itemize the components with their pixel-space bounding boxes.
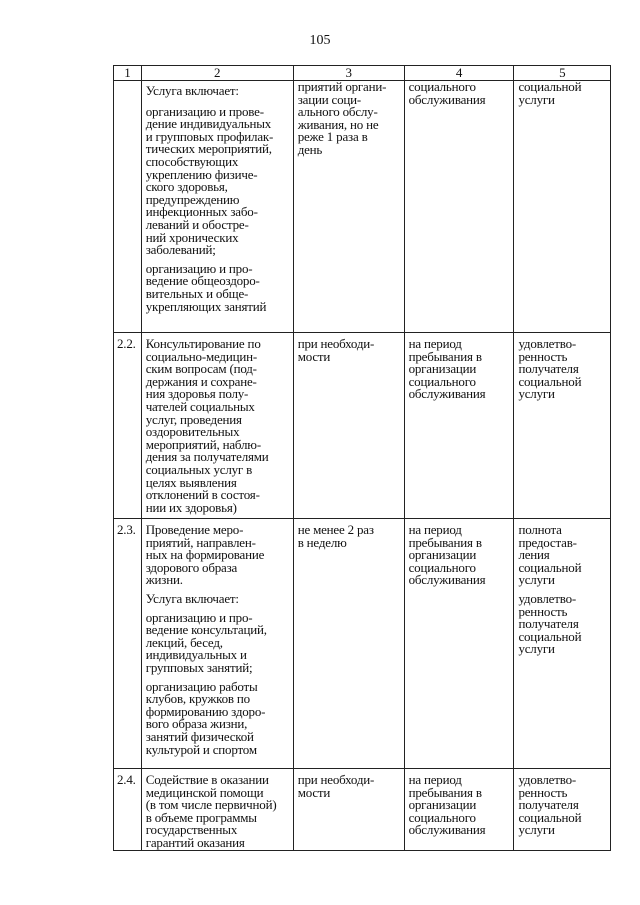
service-description-line: укрепляющих занятий (145, 298, 267, 314)
quality-criteria-paragraph (518, 774, 608, 837)
quality-criteria-line: услуги (518, 572, 555, 588)
quality-criteria-line: ренность (518, 784, 568, 800)
quality-criteria-cell (514, 769, 611, 851)
service-description-line: медицинской помощи (145, 784, 264, 800)
service-description-line: леваний и обостре- (145, 216, 249, 232)
table-row (114, 769, 611, 851)
service-description-cell (141, 81, 293, 333)
service-term-line: обслуживания (408, 822, 486, 838)
service-description-paragraph (146, 85, 291, 98)
service-description-line: вого образа жизни, (145, 716, 248, 732)
service-description-line: социальных услуг в (145, 461, 253, 477)
service-description-line: организацию работы (145, 678, 258, 694)
quality-criteria-paragraph (518, 81, 608, 106)
service-term-line: на период (408, 522, 462, 537)
service-description-line: ведение общеоздоро- (145, 273, 260, 289)
service-description-paragraph (146, 524, 291, 587)
service-term-line: организации (408, 797, 477, 813)
service-term-line: на период (408, 772, 462, 787)
service-period-line: реже 1 раза в (297, 129, 368, 145)
service-description-line: государственных (145, 822, 238, 838)
quality-criteria-line: ренность (518, 348, 568, 364)
quality-criteria-line: предостав- (518, 534, 577, 550)
service-description-line: индивидуальных и (145, 647, 247, 663)
service-description-line: здорового образа (145, 559, 238, 575)
service-period-line: ального обслу- (297, 104, 378, 120)
service-description-line: лекций, бесед, (145, 634, 223, 650)
quality-criteria-paragraph (518, 338, 608, 401)
service-description-line: ведение консультаций, (145, 622, 267, 638)
quality-criteria-line: получателя (518, 616, 579, 632)
service-description-line: укреплению физиче- (145, 166, 258, 182)
service-description-line: Услуга включает: (145, 590, 239, 606)
quality-criteria-cell (514, 81, 611, 333)
service-description-line: ния здоровья полу- (145, 386, 249, 402)
service-description-line: отклонений в состоя- (145, 487, 260, 503)
service-description-line: нии их здоровья) (145, 499, 237, 515)
header-cell-5: 5 (514, 66, 611, 81)
service-period-line: мости (297, 348, 331, 364)
quality-criteria-line: социальной (518, 809, 582, 825)
service-period-cell (293, 519, 404, 769)
service-term-line: пребывания в (408, 534, 482, 550)
quality-criteria-line: ренность (518, 603, 568, 619)
service-description-cell (141, 519, 293, 769)
table-row (114, 519, 611, 769)
service-description-cell (141, 769, 293, 851)
service-period-line: при необходи- (297, 772, 375, 787)
row-number-cell: 2.4. (114, 769, 142, 851)
service-description-paragraph (145, 260, 291, 314)
service-period-line: зации соци- (297, 91, 362, 107)
quality-criteria-line: социальной (518, 628, 582, 644)
quality-criteria-line: социальной (518, 559, 582, 575)
service-period-cell (293, 81, 404, 333)
service-description-line: социально-медицин- (145, 348, 257, 364)
quality-criteria-line: получателя (518, 797, 579, 813)
service-description-line: Услуга включает: (145, 83, 239, 98)
service-term-line: обслуживания (408, 91, 486, 107)
service-term-cell (404, 769, 514, 851)
service-description-line: организацию и про- (145, 260, 253, 276)
service-description-line: формированию здоро- (145, 703, 266, 719)
service-description-paragraph (145, 678, 291, 757)
service-description-line: ных на формирование (145, 547, 265, 563)
service-term-line: пребывания в (408, 784, 482, 800)
service-description-line: ского здоровья, (145, 179, 228, 195)
row-number-cell (114, 81, 142, 333)
services-table (113, 65, 611, 851)
service-description-line: и групповых профилак- (145, 128, 274, 144)
quality-criteria-line: услуги (518, 91, 555, 107)
service-description-line: Проведение меро- (145, 522, 244, 537)
service-term-cell (404, 333, 514, 519)
table-row (114, 333, 611, 519)
service-description-line: инфекционных забо- (145, 204, 258, 220)
service-description-cell (141, 333, 293, 519)
service-description-line: культурой и спортом (145, 741, 257, 757)
service-description-paragraph (145, 609, 291, 675)
quality-criteria-line: полнота (518, 522, 562, 537)
service-period-line: не менее 2 раз (297, 522, 374, 537)
service-description-line: Консультирование по (145, 336, 261, 351)
table-row (114, 81, 611, 333)
service-description-line: предупреждению (145, 191, 240, 207)
service-description-line: организацию и прове- (145, 103, 264, 119)
service-term-line: организации (408, 547, 477, 563)
quality-criteria-line: удовлетво- (518, 336, 577, 351)
quality-criteria-paragraph (518, 524, 608, 587)
quality-criteria-line: ления (518, 547, 550, 563)
service-description-line: групповых занятий; (145, 659, 253, 675)
quality-criteria-line: услуги (518, 641, 555, 657)
service-period-cell (293, 769, 404, 851)
service-description-line: приятий, направлен- (145, 534, 256, 550)
row-number-cell: 2.2. (114, 333, 142, 519)
service-description-line: дение индивидуальных (145, 116, 272, 132)
service-description-line: дения за получателями (145, 449, 269, 465)
service-period-line: приятий органи- (297, 79, 387, 94)
service-term-line: социального (408, 559, 476, 575)
service-description-line: (в том числе первичной) (145, 797, 277, 813)
service-description-line: тических мероприятий, (145, 141, 272, 157)
service-description-line: организацию и про- (145, 609, 253, 625)
service-term-line: социального (408, 809, 476, 825)
service-description-line: оздоровительных (145, 424, 240, 440)
service-description-paragraph (146, 338, 291, 514)
quality-criteria-line: услуги (518, 822, 555, 838)
service-period-line: в неделю (297, 534, 347, 550)
service-term-line: обслуживания (408, 572, 486, 588)
service-description-line: ний хронических (145, 229, 239, 245)
quality-criteria-cell (514, 519, 611, 769)
service-description-line: чателей социальных (145, 398, 255, 414)
quality-criteria-line: социальной (518, 373, 582, 389)
service-description-line: клубов, кружков по (145, 691, 250, 707)
service-term-line: пребывания в (408, 348, 482, 364)
service-period-line: день (297, 141, 323, 157)
service-description-paragraph (145, 103, 291, 258)
service-description-line: Содействие в оказании (145, 772, 269, 787)
service-description-paragraph (146, 774, 291, 850)
service-term-line: организации (408, 361, 477, 377)
header-cell-1: 1 (114, 66, 142, 81)
service-description-line: вительных и обще- (145, 285, 249, 301)
quality-criteria-line: социальной (518, 79, 582, 94)
header-cell-4: 4 (404, 66, 514, 81)
service-period-line: мости (297, 784, 331, 800)
service-description-line: занятий физической (145, 728, 254, 744)
quality-criteria-line: удовлетво- (518, 772, 577, 787)
service-description-line: услуг, проведения (145, 411, 242, 427)
service-description-line: способствующих (145, 153, 239, 169)
page-number: 105 (309, 33, 331, 48)
service-term-cell (404, 81, 514, 333)
service-term-cell (404, 519, 514, 769)
service-term-line: социального (408, 79, 476, 94)
service-term-line: обслуживания (408, 386, 486, 402)
service-description-line: в объеме программы (145, 809, 257, 825)
service-description-line: ским вопросам (под- (145, 361, 257, 377)
quality-criteria-paragraph (518, 590, 608, 657)
header-cell-3: 3 (293, 66, 404, 81)
service-description-line: держания и сохране- (145, 373, 257, 389)
row-number-cell: 2.3. (114, 519, 142, 769)
service-period-cell (293, 333, 404, 519)
header-cell-2: 2 (141, 66, 293, 81)
service-description-line: заболеваний; (145, 242, 216, 258)
service-description-paragraph (145, 590, 291, 606)
service-description-line: жизни. (145, 572, 183, 588)
quality-criteria-line: получателя (518, 361, 579, 377)
service-period-line: живания, но не (297, 116, 379, 132)
service-term-line: социального (408, 373, 476, 389)
service-description-line: целях выявления (145, 474, 237, 490)
service-description-line: гарантий оказания (145, 834, 245, 850)
service-period-line: при необходи- (297, 336, 375, 351)
quality-criteria-cell (514, 333, 611, 519)
service-term-line: на период (408, 336, 462, 351)
service-description-line: мероприятий, наблю- (145, 436, 261, 452)
quality-criteria-line: удовлетво- (518, 590, 577, 606)
quality-criteria-line: услуги (518, 386, 555, 402)
